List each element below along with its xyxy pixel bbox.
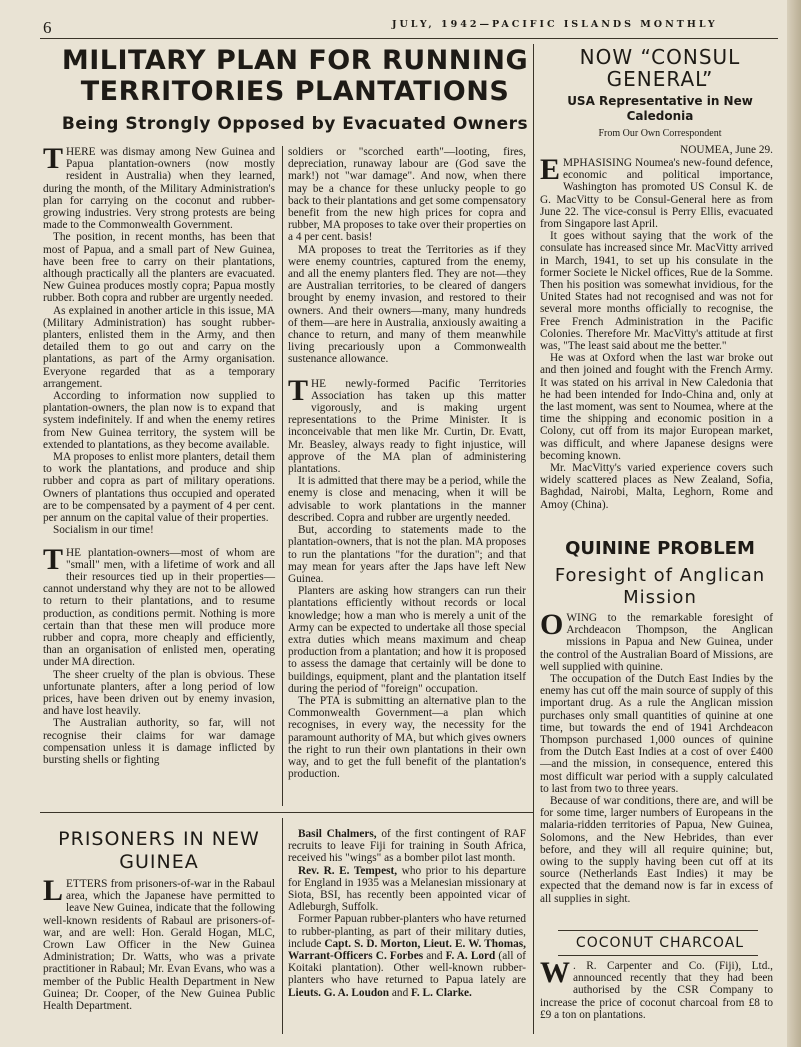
coconut-rule-bottom xyxy=(558,955,758,956)
section-rule xyxy=(40,812,533,813)
column-divider xyxy=(533,44,534,1034)
paragraph: MPHASISING Noumea's new-found defence, economic and political importance, Washington has promoted US Consul K. de G. MacVitty to be Consul-General here as from June 22. The vice-consul is Perry Ellis, evacuated from Singapore last April. xyxy=(540,157,773,231)
consul-subtitle-line2: Caledonia xyxy=(626,109,694,123)
issue-header: JULY, 1942—PACIFIC ISLANDS MONTHLY xyxy=(392,19,718,30)
paragraph: MA proposes to treat the Territories as if they were enemy countries, captured from the enemy, and all the enemy planters fled. They are not—they are Australian territories, to be cleared of dangers brought by enemy invasion, and restored to their owners. And their owners—many, many hundreds of them—are here in Australia, anxiously awaiting a chance to return, and many of them meanwhile living precariously upon a Commonwealth sustenance allowance. xyxy=(288,243,526,366)
paragraph: The position, in recent months, has been that most of Papua, and a small part of New Guinea, have been free to carry on their plantations, although practically all the planters are evacuated. New Guinea produces mostly copra; Papua mostly rubber. Both copra and rubber are urgently needed. xyxy=(43,231,275,305)
paragraph: The PTA is submitting an alternative plan to the Commonwealth Government—a plan which recognises, in every way, the necessity for the paramount authority of MA, but which gives owners the right to run their own plantations in their own way, and to get the full benefit of the plantation's production. xyxy=(288,694,526,781)
dropcap: L xyxy=(43,874,64,907)
coconut-rule-top xyxy=(558,930,758,931)
dropcap: W xyxy=(540,956,570,989)
quinine-title: QUININE PROBLEM xyxy=(565,538,755,559)
text: (all of Koitaki plantation). Other well-known rubber-planters who have returned to Papua lately are xyxy=(288,950,526,987)
paragraph: Socialism in our time! xyxy=(53,524,154,537)
paragraph: . R. Carpenter and Co. (Fiji), Ltd., announced recently that they had been authorised by the CSR Company to increase the price of coconut charcoal from £8 to £9 a ton on plantations. xyxy=(540,960,773,1021)
page-number: 6 xyxy=(43,18,52,37)
paragraph: It is admitted that there may be a period, while the enemy is close and menacing, when it will be advisable to work plantations in the manner described. Copra and rubber are urgently needed. xyxy=(288,475,526,524)
prisoners-title xyxy=(43,828,275,874)
quinine-subtitle-line2: Mission xyxy=(623,587,697,608)
dropcap: E xyxy=(540,153,561,186)
main-title-line2: TERRITORIES PLANTATIONS xyxy=(80,76,510,107)
paragraph: The occupation of the Dutch East Indies by the enemy has cut off the main source of supply of this important drug. As a rule the Anglican mission purchases only small quantities of quinine at one time, but towards the end of 1941 Archdeacon Thompson purchased 1,000 ounces of quinine from the Dutch East Indies at a cost of over £400—and the mission, in consequence, entered this most difficult war period with a supply calculated to last from two to three years. xyxy=(540,673,773,795)
paragraph: HERE was dismay among New Guinea and Papua plantation-owners (now mostly resident in Australia) when they learned, during the month, of the Military Administration's plan for carrying on the coconut and rubber-growing industries. Very strong protests are being made to the Commonwealth Government. xyxy=(43,146,275,232)
prisoners-body xyxy=(43,874,275,1013)
personal-notes xyxy=(288,828,526,999)
dropcap: T xyxy=(288,373,309,407)
consul-title xyxy=(540,46,780,90)
dropcap: T xyxy=(43,542,64,576)
paragraph: HE newly-formed Pacific Territories Association has taken up this matter vigorously, and is making urgent representations to the Prime Minister. It is inconceivable that men like Mr. Curtin, Dr. Evatt, Mr. Beasley, always ready to fight injustice, will approve of the MA plan of administering plantations. xyxy=(288,377,526,476)
prisoners-title-line1: PRISONERS IN NEW xyxy=(58,828,260,850)
person-name: F. L. Clarke. xyxy=(411,986,472,999)
paragraph: Former Papuan rubber-planters who have returned to rubber-planting, as part of their military duties, include xyxy=(288,913,526,950)
paragraph: The Australian authority, so far, will not recognise their claims for war damage compensation unless it is damage inflicted by bursting shells or fighting xyxy=(43,717,275,766)
paragraph: The sheer cruelty of the plan is obvious. These unfortunate planters, after a long period of low prices, have been driven out by enemy invasion, and have lost heavily. xyxy=(43,668,275,718)
dropcap: O xyxy=(540,608,564,641)
text: and xyxy=(389,986,412,999)
main-headline xyxy=(40,45,550,107)
consul-title-line1: NOW “CONSUL xyxy=(579,45,741,69)
paragraph: According to information now supplied to plantation-owners, the plan now is to expand that system indefinitely. If and when the enemy retires from New Guinea territory, the system will be extended to plantations, as they become available. xyxy=(43,390,275,451)
main-col1 xyxy=(43,142,275,766)
paragraph: As explained in another article in this issue, MA (Military Administration) has sought rubber-planters, enlisted them in the Army, and then detailed them to go out and carry on the plantations, as part of the Army organisation. Everyone regarded that as a temporary arrangement. xyxy=(43,304,275,390)
person-name: Lieuts. G. A. Loudon xyxy=(288,986,390,999)
person-names: Capt. S. D. Morton, Lieut. E. W. Thomas, Warrant-Officers C. Forbes xyxy=(288,937,527,963)
header-rule xyxy=(40,38,778,39)
paragraph: MA proposes to enlist more planters, detail them to work the plantations, and produce and ship rubber and copra as part of military operations. Owners of plantations thus occupied and operated are to be compensated by a payment of 4 per cent. per annum on the capital value of their properties. xyxy=(43,451,275,525)
paragraph: Planters are asking how strangers can run their plantations efficiently without records or local knowledge; how a man who is merely a unit of the Army can be expected to undertake all those special extra duties which means maximum and cheap production from a plantation; and how it is proposed to assess the damage that certainly will be done to buildings, equipment, plant and the plantation itself during the period of "foreign" occupation. xyxy=(288,585,526,695)
dropcap: T xyxy=(43,142,64,175)
paragraph: who prior to his departure for England in 1935 was a Melanesian missionary at Siota, BSI, has recently been appointed vicar of Adleburgh, Suffolk. xyxy=(288,864,526,914)
coconut-body xyxy=(540,956,773,1021)
paragraph: ETTERS from prisoners-of-war in the Rabaul area, which the Japanese have permitted to leave New Guinea, indicate that the following well-known residents of Rabaul are prisoners-of-war, and are well: Hon. Gerald Hogan, MLC, Crown Law Officer in the New Guinea Administration; Dr. Watts, who was a private practitioner in Rabaul; Mr. Evan Evans, who was a member of the Public Health Department in New Guinea; Dr. Cooper, of the New Guinea Public Health Department. xyxy=(43,878,275,1013)
person-name: F. A. Lord xyxy=(445,950,496,963)
paragraph: It goes without saying that the work of the consulate has increased since Mr. MacVitty arrived in March, 1941, to set up his consulate in the former Societe le Nickel offices, Rue de la Somme. Then his position was somewhat invidious, for the United States had not recognised and was not for several more months officially to recognise, the Free French Administration in the Pacific Colonies. Therefore Mr. MacVitty's attitude at first was, "The least said about me the better." xyxy=(540,230,773,353)
consul-title-line2: GENERAL” xyxy=(606,67,714,91)
paragraph: Mr. MacVitty's varied experience covers such widely scattered places as New Zealand, Sofia, Baghdad, Nairobi, Malta, Leghorn, Rome and Amoy (China). xyxy=(540,462,773,511)
column-divider xyxy=(282,818,283,1034)
prisoners-title-line2: GUINEA xyxy=(119,851,199,873)
person-name: Rev. R. E. Tempest, xyxy=(298,864,398,877)
consul-dateline: NOUMEA, June 29. xyxy=(680,144,773,156)
paragraph: But, according to statements made to the plantation-owners, that is not the plan. MA proposes to run the plantations "for the duration"; and that may mean for years after the Japs have left New Guinea. xyxy=(288,524,526,585)
consul-subtitle xyxy=(540,94,780,124)
paragraph: He was at Oxford when the last war broke out and then joined and fought with the French Army. It was stated on his arrival in New Caledonia that he had been intended for Indo-China and, only at the last moment, was sent to Noumea, where at the time the shipping and economic position in a Colony, cut off from its major European market, was difficult, and where Japanese designs were becoming known. xyxy=(540,352,773,462)
consul-byline: From Our Own Correspondent xyxy=(598,128,722,139)
consul-subtitle-line1: USA Representative in New xyxy=(567,94,753,108)
paragraph: of the first contingent of RAF recruits to leave Fiji for training in South Africa, received his "wings" as a bomber pilot last month. xyxy=(288,828,526,865)
main-col2 xyxy=(288,146,526,780)
consul-body xyxy=(540,153,773,511)
text: and xyxy=(423,950,446,963)
paragraph: WING to the remarkable foresight of Archdeacon Thompson, the Anglican missions in Papua and New Guinea, under the control of the Australian Board of Missions, are well supplied with quinine. xyxy=(540,612,773,673)
quinine-subtitle xyxy=(540,565,780,609)
page-edge xyxy=(787,0,801,1047)
person-name: Basil Chalmers, xyxy=(298,828,377,840)
quinine-subtitle-line1: Foresight of Anglican xyxy=(554,565,766,586)
coconut-title: COCONUT CHARCOAL xyxy=(575,935,745,951)
paragraph: HE plantation-owners—most of whom are "small" men, with a lifetime of work and all their resources tied up in their properties—cannot understand why they are not to be allowed to return to their plantations, and to resume production, as conditions permit. Nothing is more certain than that these men will produce more rubber and copra, more cheaply and efficiently, than an organisation of enlisted men, operating under MA direction. xyxy=(43,546,275,669)
paragraph: soldiers or "scorched earth"—looting, fires, depreciation, runaway labour are (God save the mark!) not "war damage". And now, when there may be a chance for these unlucky people to go back to their plantations and get some compensatory benefit from the new high prices for copra and rubber, MA proposes to take over their properties on a 4 per cent. basis! xyxy=(288,146,526,244)
paragraph: Because of war conditions, there are, and will be for some time, larger numbers of Europeans in the malaria-ridden territories of Papua, New Guinea, Solomons, and the New Hebrides, than ever before, and they will all require quinine; but, owing to the supply having been cut off at its source (Netherlands East Indies) it may be expected that the demand now is far in excess of all supplies in sight. xyxy=(540,795,773,905)
quinine-body xyxy=(540,608,773,905)
column-divider xyxy=(282,146,283,806)
main-subtitle: Being Strongly Opposed by Evacuated Owners xyxy=(61,114,529,134)
main-title-line1: MILITARY PLAN FOR RUNNING xyxy=(61,45,529,76)
